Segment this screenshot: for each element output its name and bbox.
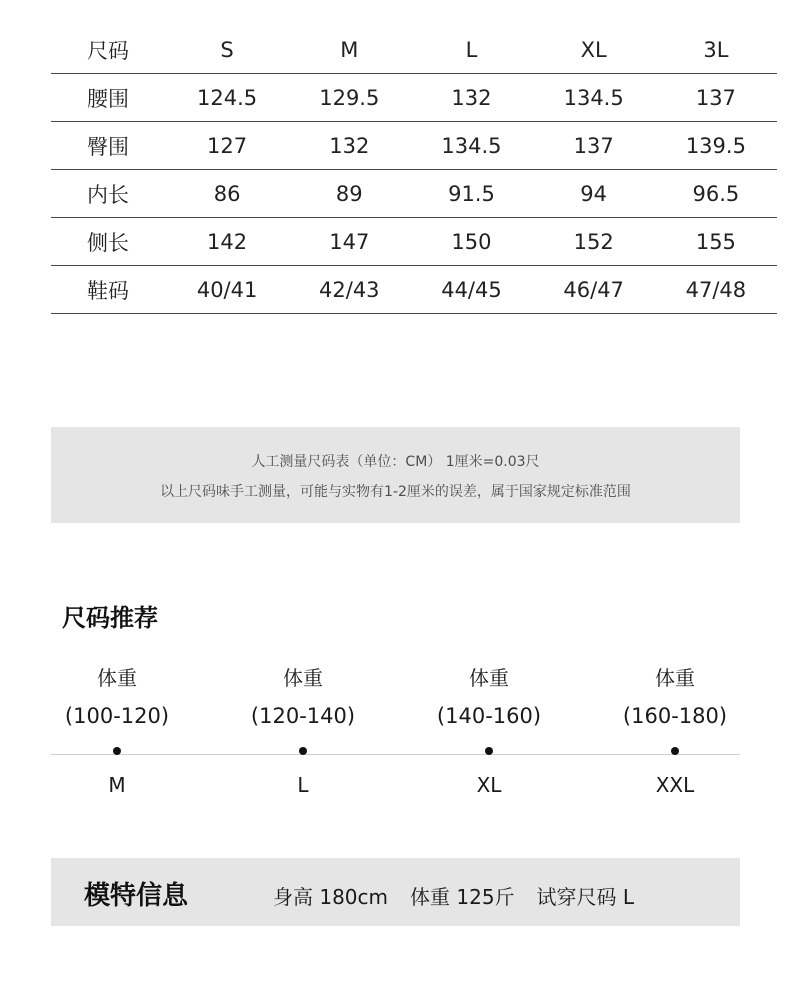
recommended-size: XXL — [655, 773, 695, 797]
table-cell: 150 — [451, 229, 492, 254]
table-cell: 42/43 — [319, 277, 380, 302]
size-table-header-cell: 3L — [703, 37, 729, 62]
table-cell: 132 — [329, 133, 370, 158]
row-label: 鞋码 — [87, 278, 129, 303]
table-cell: 147 — [329, 229, 370, 254]
recommend-item — [409, 660, 569, 797]
model-info-details — [273, 881, 656, 910]
table-row — [51, 218, 777, 266]
table-cell: 139.5 — [685, 133, 746, 158]
table-cell: 142 — [207, 229, 248, 254]
table-cell: 124.5 — [197, 85, 258, 110]
size-table-header-row — [51, 26, 777, 74]
measurement-note — [51, 427, 740, 523]
row-label: 腰围 — [87, 86, 129, 111]
table-cell: 40/41 — [196, 277, 258, 302]
row-label: 侧长 — [87, 230, 129, 255]
table-cell: 47/48 — [685, 277, 747, 302]
weight-range: (160-180) — [622, 704, 728, 728]
table-row — [51, 122, 777, 170]
model-height: 身高 180cm — [273, 885, 389, 909]
table-row — [51, 170, 777, 218]
model-info-box — [51, 858, 740, 926]
timeline-dot-icon — [299, 747, 307, 755]
size-table-header-cell: M — [340, 37, 359, 62]
recommend-item — [595, 660, 755, 797]
table-cell: 134.5 — [441, 133, 502, 158]
weight-range: (140-160) — [436, 704, 542, 728]
timeline-dot-icon — [113, 747, 121, 755]
table-cell: 155 — [695, 229, 736, 254]
table-cell: 89 — [335, 181, 363, 206]
row-label: 内长 — [87, 182, 129, 207]
table-cell: 46/47 — [563, 277, 624, 302]
note-line-2: 以上尺码味手工测量，可能与实物有1-2厘米的误差，属于国家规定标准范围 — [160, 484, 631, 500]
note-line-1: 人工测量尺码表（单位：CM） 1厘米=0.03尺 — [251, 454, 540, 470]
row-label: 臀围 — [87, 134, 129, 159]
table-cell: 96.5 — [692, 181, 740, 206]
table-cell: 132 — [451, 85, 492, 110]
timeline-dot-icon — [671, 747, 679, 755]
table-cell: 91.5 — [448, 181, 495, 206]
table-cell: 86 — [213, 181, 241, 206]
table-row — [51, 266, 777, 314]
recommended-size: L — [297, 773, 309, 797]
table-cell: 137 — [573, 133, 614, 158]
size-table-header-cell: L — [465, 37, 478, 62]
table-cell: 44/45 — [441, 277, 502, 302]
table-cell: 127 — [207, 133, 248, 158]
model-info-title: 模特信息 — [84, 881, 189, 911]
table-cell: 137 — [695, 85, 736, 110]
weight-label: 体重 — [655, 666, 695, 690]
weight-label: 体重 — [283, 666, 323, 690]
weight-range: (100-120) — [64, 704, 170, 728]
recommend-title: 尺码推荐 — [62, 604, 158, 632]
size-table — [51, 26, 777, 314]
model-size: 试穿尺码 L — [536, 885, 635, 909]
table-cell: 94 — [580, 181, 608, 206]
timeline-dot-icon — [485, 747, 493, 755]
table-cell: 134.5 — [563, 85, 624, 110]
size-table-header-cell: S — [220, 37, 234, 62]
weight-range: (120-140) — [250, 704, 356, 728]
recommend-item — [37, 660, 197, 797]
table-cell: 152 — [573, 229, 614, 254]
model-weight: 体重 125斤 — [410, 885, 515, 909]
size-table-header-cell: XL — [580, 37, 607, 62]
weight-label: 体重 — [469, 666, 509, 690]
table-cell: 129.5 — [319, 85, 380, 110]
weight-label: 体重 — [97, 666, 137, 690]
recommended-size: XL — [476, 773, 502, 797]
table-row — [51, 74, 777, 122]
recommended-size: M — [108, 773, 126, 797]
size-table-header-cell: 尺码 — [87, 38, 129, 63]
recommend-item — [223, 660, 383, 797]
